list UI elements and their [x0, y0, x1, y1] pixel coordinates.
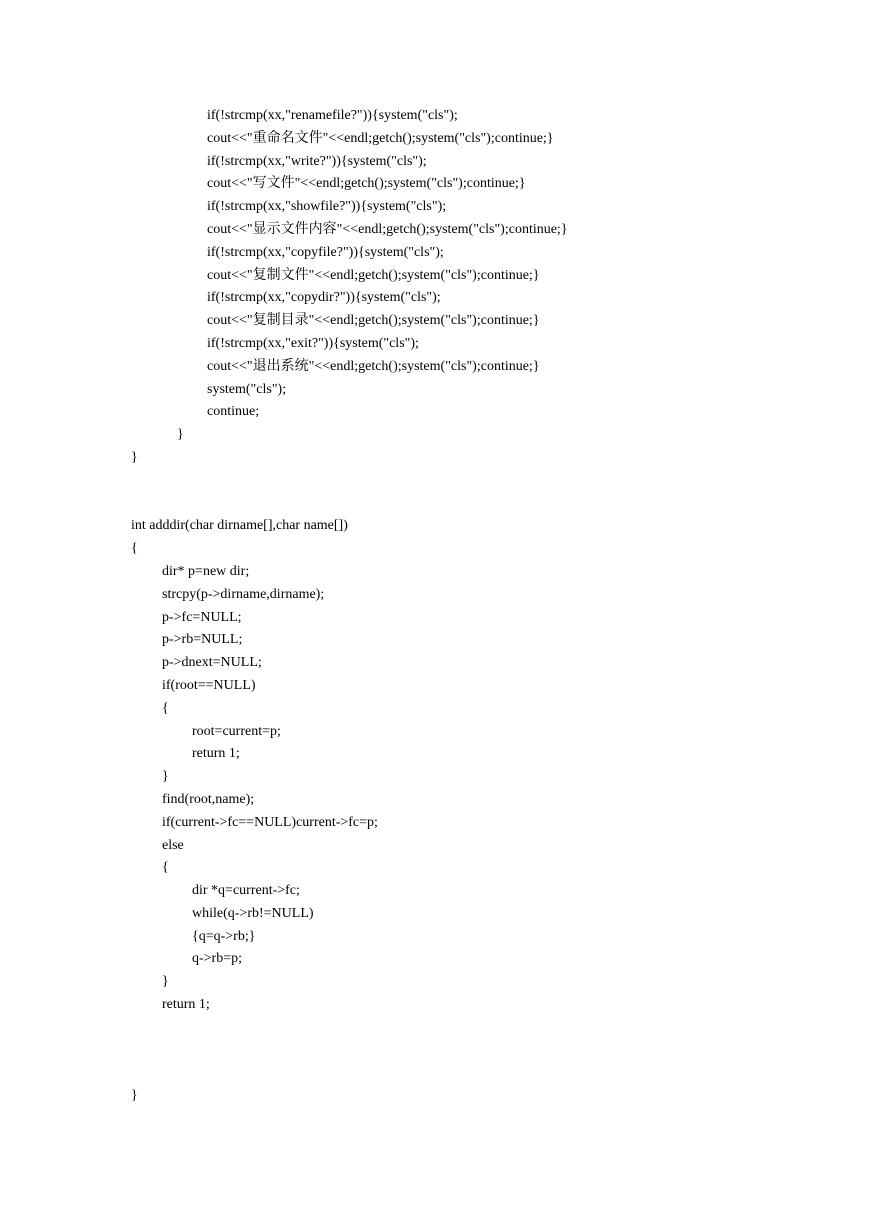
code-line: if(!strcmp(xx,"write?")){system("cls"); — [207, 153, 427, 169]
code-line: } — [162, 974, 169, 990]
code-line: } — [177, 427, 184, 443]
code-listing — [131, 105, 831, 1108]
code-line: while(q->rb!=NULL) — [192, 905, 314, 921]
code-line — [131, 1040, 831, 1063]
code-line: if(!strcmp(xx,"showfile?")){system("cls"); — [207, 199, 447, 215]
code-line: } — [162, 769, 169, 785]
code-line: cout<<"显示文件内容"<<endl;getch();system("cls");continue;} — [207, 221, 568, 237]
code-line: q->rb=p; — [192, 951, 243, 967]
code-line: if(!strcmp(xx,"copyfile?")){system("cls"); — [207, 244, 444, 260]
code-line: { — [162, 860, 169, 876]
code-line: root=current=p; — [192, 723, 281, 739]
code-line: if(current->fc==NULL)current->fc=p; — [162, 814, 378, 830]
code-line: strcpy(p->dirname,dirname); — [162, 586, 325, 602]
code-line: p->rb=NULL; — [162, 632, 243, 648]
code-line — [131, 493, 831, 516]
code-line: { — [162, 700, 169, 716]
code-line: return 1; — [192, 746, 240, 762]
code-line: cout<<"写文件"<<endl;getch();system("cls");continue;} — [207, 176, 526, 192]
code-line: cout<<"重命名文件"<<endl;getch();system("cls");continue;} — [207, 130, 554, 146]
code-line: if(root==NULL) — [162, 677, 256, 693]
code-line: dir *q=current->fc; — [192, 883, 300, 899]
code-line: if(!strcmp(xx,"exit?")){system("cls"); — [207, 335, 419, 351]
code-line: return 1; — [162, 997, 210, 1013]
code-line: int adddir(char dirname[],char name[]) — [131, 518, 348, 534]
code-line: if(!strcmp(xx,"renamefile?")){system("cls"); — [207, 108, 458, 123]
code-line: if(!strcmp(xx,"copydir?")){system("cls"); — [207, 290, 441, 306]
code-line — [131, 1017, 831, 1040]
code-line: {q=q->rb;} — [192, 928, 256, 944]
code-line: cout<<"退出系统"<<endl;getch();system("cls");continue;} — [207, 358, 540, 374]
code-line: p->dnext=NULL; — [162, 655, 262, 671]
code-line: } — [131, 1088, 138, 1104]
code-line: find(root,name); — [162, 791, 255, 807]
code-line: else — [162, 837, 184, 853]
code-line — [131, 470, 831, 493]
code-line: } — [131, 449, 138, 465]
code-line — [131, 1062, 831, 1085]
code-line: continue; — [207, 404, 260, 420]
code-line: system("cls"); — [207, 381, 287, 397]
code-line: cout<<"复制目录"<<endl;getch();system("cls");continue;} — [207, 313, 540, 329]
code-line: { — [131, 541, 138, 557]
code-line: dir* p=new dir; — [162, 563, 250, 579]
code-line: cout<<"复制文件"<<endl;getch();system("cls");continue;} — [207, 267, 540, 283]
code-line: p->fc=NULL; — [162, 609, 242, 625]
